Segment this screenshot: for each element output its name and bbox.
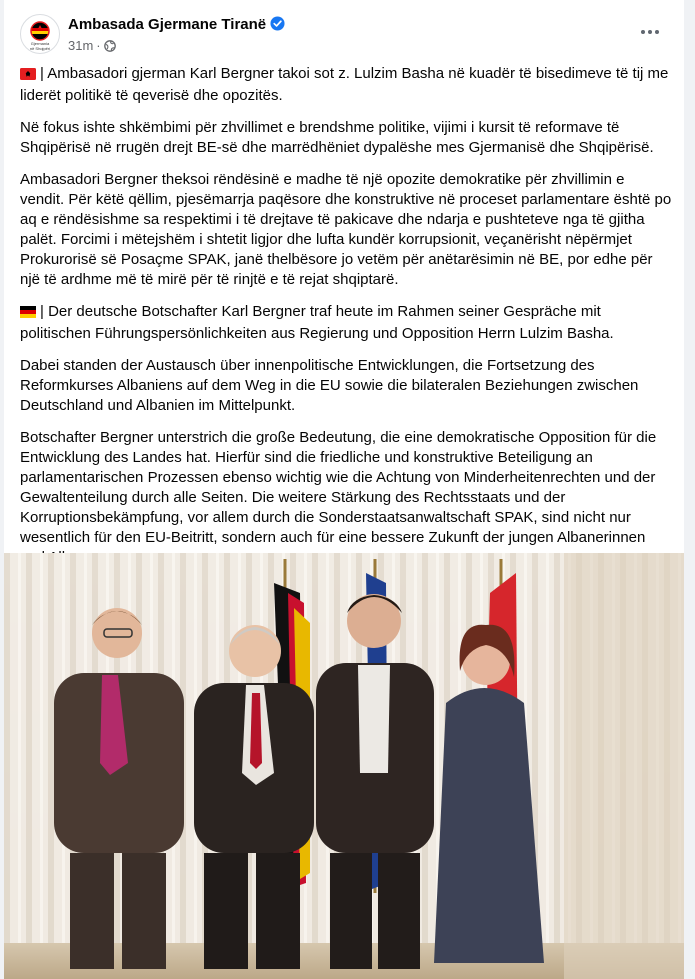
paragraph-de-3: Botschafter Bergner unterstrich die große Bedeutung, die eine demokratische Opposition für die Entwicklung des Landes hat. Hierfür sind die friedliche und konstruktive Beteiligung an parlamentarischen Prozessen ebenso wichtig wie die Achtung von Minderheitenrechten und der Gewaltenteilung durch alle Seiten. Die weitere Stärkung des Rechtsstaats und der Korruptionsbekämpfung, vor allem durch die Sonderstaatsanwaltschaft SPAK, sind nicht nur wesentlich für den EU-Beitritt, sondern auch für eine bessere Zukunft der jungen Albanerinnen — [20, 429, 657, 546]
avatar-text-2: në Shqipëri — [29, 46, 51, 51]
post-header — [4, 0, 684, 62]
germany-flag-icon — [20, 304, 36, 324]
paragraph-de-1-text: | Der deutsche Botschafter Karl Bergner traf heute im Rahmen seiner Gespräche mit politischen Führungspersönlichkeiten aus Regierung und Opposition Herrn Lulzim Basha. — [20, 303, 614, 342]
verified-badge-icon — [270, 16, 285, 35]
post-meta — [68, 38, 116, 55]
meta-separator: · — [96, 38, 101, 53]
avatar-text-1: Gjermania — [30, 41, 50, 46]
paragraph-sq-1-text: | Ambasadori gjerman Karl Bergner takoi sot z. Lulzim Basha në kuadër të bisedimeve të tij me liderët politikë të qeverisë dhe opozitës. — [20, 65, 669, 104]
embassy-logo-icon — [21, 15, 59, 53]
page-name-link[interactable]: Ambasada Gjermane Tiranë — [68, 16, 267, 33]
albania-flag-icon — [20, 66, 36, 86]
group-photo-image — [4, 553, 684, 979]
paragraph-sq-2: Në fokus ishte shkëmbimi për zhvillimet e brendshme politike, vijimi i kursit të reformave të Shqipërisë në rrugën drejt BE-së dhe marrëdhëniet dypalëshe mes Gjermanisë dhe Shqipërisë. — [20, 119, 654, 156]
paragraph-sq-3: Ambasadori Bergner theksoi rëndësinë e madhe të një opozite demokratike për zhvillimin e vendit. Për këtë qëllim, pjesëmarrja paqësore dhe konstruktive në proceset parlamentare është po aq e rëndësishme sa respektimi i të drejtave të pakicave dhe ndarja e pushteteve nga të gjitha palët. Forcimi i mëtejshëm i shtetit ligjor dhe lufta kundër korrupsionit, veçanërisht nëpërmjet Prokurorisë së Posaçme SPAK, janë thelbësore jo vetëm për anëtarësimin në BE, por edhe për një të ardhme më të mirë për të rinjtë e të rejat shqiptarë. — [20, 171, 672, 288]
globe-icon[interactable] — [104, 40, 116, 55]
page-avatar[interactable] — [20, 14, 60, 54]
paragraph-sq-1 — [20, 64, 672, 106]
more-options-icon[interactable] — [636, 22, 664, 42]
paragraph-de-1 — [20, 302, 672, 344]
paragraph-de-2: Dabei standen der Austausch über innenpolitische Entwicklungen, die Fortsetzung des Reformkurses Albaniens auf dem Weg in die EU sowie die bilateralen Beziehungen zwischen Deutschland und Albanien im Mittelpunkt. — [20, 357, 639, 414]
post-photo[interactable] — [4, 553, 684, 979]
post-time[interactable]: 31m — [68, 38, 94, 53]
post-message — [20, 64, 672, 580]
page-name-row — [68, 16, 285, 35]
post-card — [4, 0, 684, 979]
